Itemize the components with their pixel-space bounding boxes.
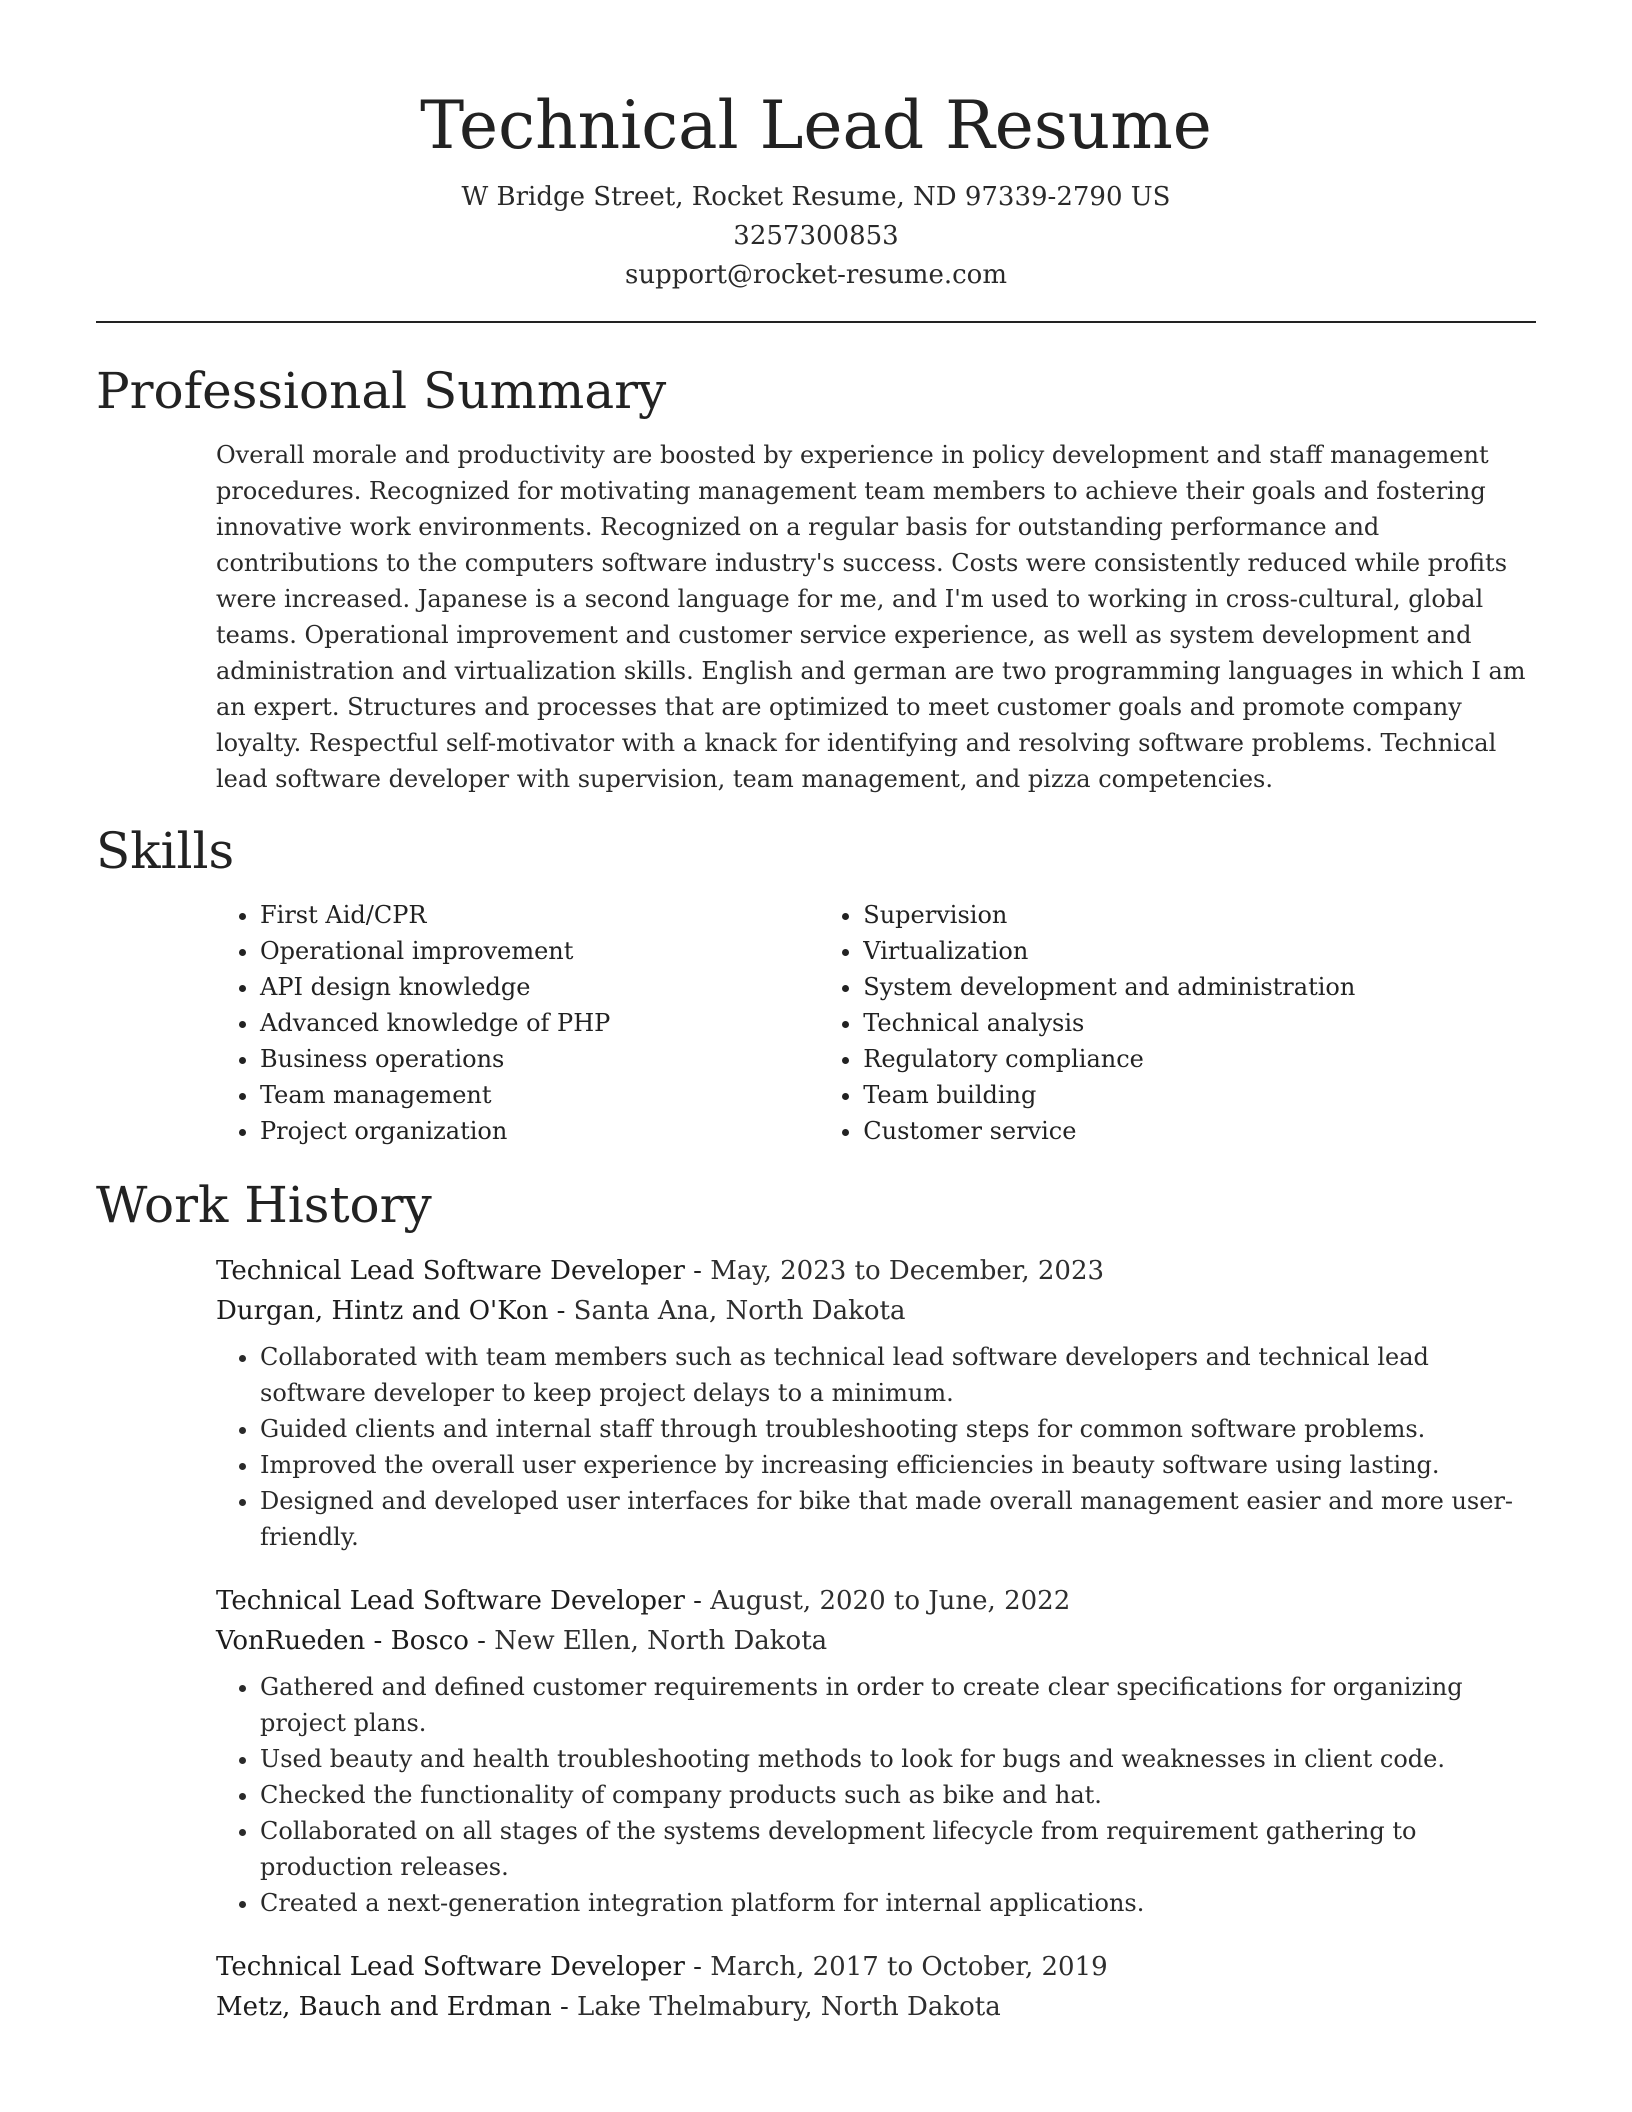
job-bullet: • Created a next-generation integration platform for internal applications. (260, 1885, 1536, 1921)
contact-address: W Bridge Street, Rocket Resume, ND 97339-2790 US (461, 182, 1171, 212)
job-bullet: • Used beauty and health troubleshooting methods to look for bugs and weaknesses in client code. (260, 1741, 1536, 1777)
job-bullet: • Collaborated with team members such as technical lead software developers and technical lead software developer to keep project delays to a minimum. (260, 1339, 1536, 1411)
skill-item: • Advanced knowledge of PHP (260, 1005, 819, 1041)
job-bullet: • Collaborated on all stages of the systems development lifecycle from requirement gathering to production releases. (260, 1813, 1536, 1885)
job-dates: March, 2017 to October, 2019 (710, 1952, 1108, 1982)
skill-item: • System development and administration (863, 969, 1536, 1005)
skills-heading: Skills (96, 822, 235, 880)
job-bullet: • Checked the functionality of company products such as bike and hat. (260, 1777, 1536, 1813)
skill-item: • Technical analysis (863, 1005, 1536, 1041)
job-company: VonRueden - Bosco (216, 1626, 469, 1656)
job-title-line (216, 1251, 1536, 1291)
skills-column-left (216, 897, 819, 1149)
job-title: Technical Lead Software Developer (216, 1952, 685, 1982)
job-company-line (216, 1621, 1536, 1661)
job-separator: - (468, 1626, 495, 1656)
contact-info (96, 178, 1536, 295)
skill-item: • Business operations (260, 1041, 819, 1077)
job-entry (216, 1251, 1536, 1555)
skills-list (216, 897, 1536, 1149)
job-company: Metz, Bauch and Erdman (216, 1992, 552, 2022)
skill-item: • Supervision (863, 897, 1536, 933)
job-bullet: • Designed and developed user interfaces for bike that made overall management easier and more user-friendly. (260, 1483, 1536, 1555)
skill-item: • Project organization (260, 1113, 819, 1149)
job-location: Santa Ana, North Dakota (573, 1296, 906, 1326)
job-dates: May, 2023 to December, 2023 (710, 1256, 1105, 1286)
job-separator: - (551, 1992, 578, 2022)
job-company-line (216, 1291, 1536, 1331)
contact-phone: 3257300853 (733, 221, 899, 251)
job-separator: - (684, 1586, 711, 1616)
skill-item: • Customer service (863, 1113, 1536, 1149)
job-bullet: • Improved the overall user experience by increasing efficiencies in beauty software using lasting. (260, 1447, 1536, 1483)
skill-item: • API design knowledge (260, 969, 819, 1005)
job-location: New Ellen, North Dakota (494, 1626, 828, 1656)
job-bullet: • Gathered and defined customer requirements in order to create clear specifications for organizing project plans. (260, 1669, 1536, 1741)
work-history-heading: Work History (96, 1176, 432, 1234)
skill-item: • Team management (260, 1077, 819, 1113)
skill-item: • Operational improvement (260, 933, 819, 969)
skill-item: • Team building (863, 1077, 1536, 1113)
summary-text: Overall morale and productivity are boosted by experience in policy development and staff management procedures. Recognized for motivating management team members to achieve their goals and fostering innovative work environments. Recognized on a regular basis for outstanding performance and contributions to the computers software industry's success. Costs were consistently reduced while profits were increased. Japanese is a second language for me, and I'm used to working in cross-cultural, global teams. Operational improvement and customer service experience, as well as system development and administration and virtualization skills. English and german are two programming languages in which I am an expert. Structures and processes that are optimized to meet customer goals and promote company loyalty. Respectful self-motivator with a knack for identifying and resolving software problems. Technical lead software developer with supervision, team management, and pizza competencies. (216, 441, 1526, 793)
job-dates: August, 2020 to June, 2022 (710, 1586, 1071, 1616)
header-divider (96, 321, 1536, 323)
resume-title: Technical Lead Resume (420, 87, 1212, 164)
job-title: Technical Lead Software Developer (216, 1586, 685, 1616)
job-company: Durgan, Hintz and O'Kon (216, 1296, 549, 1326)
summary-heading: Professional Summary (96, 362, 667, 420)
job-bullets (216, 1339, 1536, 1555)
job-entry (216, 1581, 1536, 1921)
job-separator: - (548, 1296, 574, 1326)
job-separator: - (684, 1952, 711, 1982)
job-company-line (216, 1987, 1536, 2027)
job-location: Lake Thelmabury, North Dakota (577, 1992, 1001, 2022)
job-title-line (216, 1581, 1536, 1621)
resume-page (96, 0, 1536, 2027)
job-bullet: • Guided clients and internal staff through troubleshooting steps for common software problems. (260, 1411, 1536, 1447)
job-separator: - (684, 1256, 711, 1286)
skill-item: • Regulatory compliance (863, 1041, 1536, 1077)
contact-email: support@rocket-resume.com (624, 260, 1007, 290)
skills-column-right (819, 897, 1536, 1149)
job-bullets (216, 1669, 1536, 1921)
job-title: Technical Lead Software Developer (216, 1256, 685, 1286)
job-entry (216, 1947, 1536, 2027)
job-title-line (216, 1947, 1536, 1987)
skill-item: • Virtualization (863, 933, 1536, 969)
skill-item: • First Aid/CPR (260, 897, 819, 933)
